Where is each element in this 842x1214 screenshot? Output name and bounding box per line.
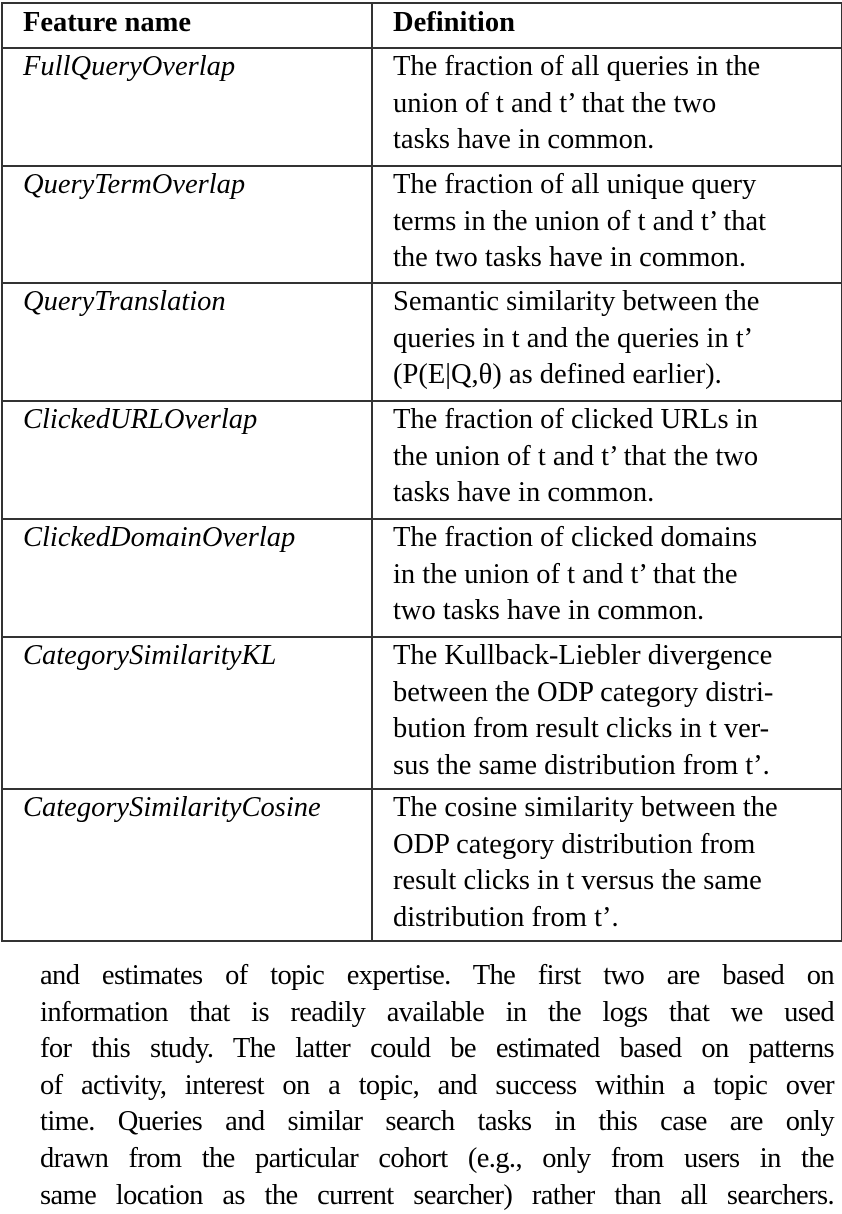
definition-line: the union of t and t’ that the two (393, 440, 759, 472)
table-row (2, 519, 842, 637)
definition-line: ODP category distribution from (393, 828, 756, 860)
definition-line: The fraction of clicked URLs in (393, 404, 758, 435)
definition-line: (P(E|Q,θ) as defined earlier). (393, 359, 722, 390)
feature-name: CategorySimilarityKL (2, 637, 372, 789)
definition-line: The fraction of all unique query (393, 169, 757, 200)
paragraph-line: same location as the current searcher) rather than all searchers. (40, 1179, 834, 1211)
definition-line: sus the same distribution from t’. (393, 749, 770, 781)
feature-definition (372, 519, 842, 637)
paragraph-line: information that is readily available in the logs that we used (40, 996, 834, 1028)
table-row (2, 166, 842, 283)
feature-definition (372, 401, 842, 519)
definition-line: Semantic similarity between the (393, 286, 760, 317)
definition-line: tasks have in common. (393, 477, 655, 508)
feature-name: ClickedDomainOverlap (2, 519, 372, 637)
feature-definition (372, 283, 842, 401)
paragraph-line: and estimates of topic expertise. The first two are based on (40, 960, 834, 991)
paragraph-line: of activity, interest on a topic, and success within a topic over (40, 1069, 834, 1101)
definition-line: The fraction of all queries in the (393, 51, 761, 82)
feature-name: ClickedURLOverlap (2, 401, 372, 519)
paragraph-line: drawn from the particular cohort (e.g., only from users in the (40, 1142, 834, 1174)
table-row (2, 637, 842, 789)
definition-line: union of t and t’ that the two (393, 87, 717, 119)
header-feature-name: Feature name (2, 3, 372, 48)
feature-definition (372, 637, 842, 789)
feature-name: QueryTermOverlap (2, 166, 372, 283)
paragraph-line: for this study. The latter could be estimated based on patterns (40, 1033, 834, 1065)
header-definition: Definition (372, 3, 842, 48)
body-paragraph (40, 958, 834, 1214)
definition-line: in the union of t and t’ that the (393, 558, 738, 590)
definition-line: two tasks have in common. (393, 595, 705, 626)
definition-line: The fraction of clicked domains (393, 522, 758, 553)
definition-line: The Kullback-Liebler divergence (393, 640, 773, 671)
table-row (2, 789, 842, 941)
paragraph-line: time. Queries and similar search tasks in this case are only (40, 1106, 834, 1138)
table-row (2, 48, 842, 166)
table-header-row (2, 3, 842, 48)
table-row (2, 283, 842, 401)
table-row (2, 401, 842, 519)
definition-line: The cosine similarity between the (393, 792, 778, 823)
definition-line: tasks have in common. (393, 124, 655, 155)
feature-definition (372, 166, 842, 283)
feature-definition (372, 48, 842, 166)
definition-line: result clicks in t versus the same (393, 865, 762, 896)
definition-line: distribution from t’. (393, 901, 619, 933)
feature-name: FullQueryOverlap (2, 48, 372, 166)
feature-name: QueryTranslation (2, 283, 372, 401)
definition-line: bution from result clicks in t ver- (393, 713, 770, 744)
feature-definition (372, 789, 842, 941)
feature-definitions-table (1, 2, 842, 942)
definition-line: the two tasks have in common. (393, 242, 747, 273)
definition-line: between the ODP category distri- (393, 676, 774, 708)
definition-line: terms in the union of t and t’ that (393, 205, 767, 237)
definition-line: queries in t and the queries in t’ (393, 322, 754, 354)
feature-name: CategorySimilarityCosine (2, 789, 372, 941)
